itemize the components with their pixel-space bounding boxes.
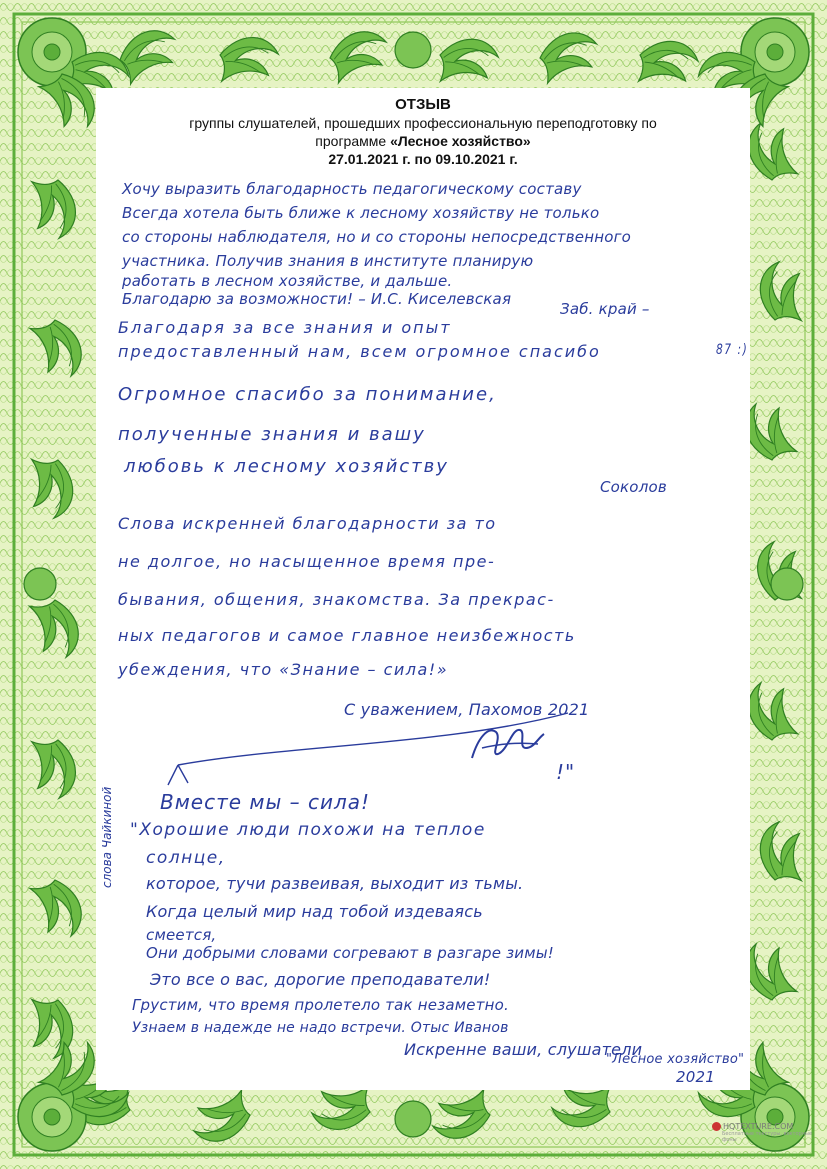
program-name: «Лесное хозяйство» bbox=[390, 133, 531, 149]
hw-line: предоставленный нам, всем огромное спасибо bbox=[118, 342, 601, 361]
hw-line: не долгое, но насыщенное время пре- bbox=[118, 552, 496, 571]
hw-line: солнце, bbox=[146, 848, 226, 868]
hw-closing-year: 2021 bbox=[676, 1068, 715, 1086]
hw-line: Благодаря за все знания и опыт bbox=[118, 318, 452, 337]
hw-line: Благодарю за возможности! – И.С. Киселевская bbox=[122, 290, 512, 308]
hw-signature-pakhomov: С уважением, Пахомов 2021 bbox=[344, 700, 590, 719]
hw-line: бывания, общения, знакомства. За прекрас- bbox=[118, 590, 555, 609]
hw-line: Огромное спасибо за понимание, bbox=[118, 384, 497, 405]
program-prefix: программе bbox=[315, 133, 387, 149]
hw-line: полученные знания и вашу bbox=[118, 424, 426, 445]
hw-quote-mark: !" bbox=[556, 760, 576, 784]
hw-line: Узнаем в надежде не надо встречи. Отыс Иванов bbox=[132, 1020, 509, 1036]
watermark-brand: HQTEXTURE.COM bbox=[723, 1122, 794, 1131]
hw-line: Когда целый мир над тобой издеваясь bbox=[146, 902, 483, 921]
watermark-logo-icon bbox=[712, 1122, 721, 1131]
hw-line: любовь к лесному хозяйству bbox=[124, 456, 449, 477]
hw-line: Они добрыми словами согревают в разгаре зимы! bbox=[146, 944, 555, 962]
hw-line: Это все о вас, дорогие преподаватели! bbox=[150, 970, 491, 989]
hw-line: Хочу выразить благодарность педагогическому составу bbox=[122, 180, 582, 198]
watermark-tagline: Бесплатные текстуры, векторные фоны bbox=[722, 1131, 812, 1143]
watermark bbox=[712, 1122, 827, 1143]
header-dates: 27.01.2021 г. по 09.10.2021 г. bbox=[328, 151, 518, 167]
hw-line: которое, тучи развеивая, выходит из тьмы. bbox=[146, 874, 524, 893]
hw-side-note: слова Чайкиной bbox=[100, 786, 114, 888]
hw-side-mark: 87 :) bbox=[716, 342, 749, 358]
hand-drawn-arrow bbox=[148, 705, 578, 795]
header-line-program bbox=[96, 132, 750, 150]
hw-line: смеется, bbox=[146, 926, 217, 944]
hw-signature-sokolov: Соколов bbox=[600, 478, 667, 496]
hw-line: работать в лесном хозяйстве, и дальше. bbox=[122, 272, 453, 290]
hw-line: Грустим, что время пролетело так незаметно. bbox=[132, 996, 510, 1014]
hw-line: ных педагогов и самое главное неизбежность bbox=[118, 626, 576, 645]
header-line-group: группы слушателей, прошедших профессиональную переподготовку по bbox=[189, 115, 657, 131]
document-header bbox=[96, 96, 750, 168]
hw-heading-together: Вместе мы – сила! bbox=[160, 790, 371, 814]
document-title: ОТЗЫВ bbox=[395, 96, 451, 113]
hw-closing-program: "Лесное хозяйство" bbox=[606, 1052, 745, 1067]
hw-line: Всегда хотела быть ближе к лесному хозяйству не только bbox=[122, 204, 600, 222]
hw-line: "Хорошие люди похожи на теплое bbox=[130, 820, 486, 840]
hw-signature-region: Заб. край – bbox=[560, 300, 650, 318]
hw-line: со стороны наблюдателя, но и со стороны непосредственного bbox=[122, 228, 632, 246]
hw-line: убеждения, что «Знание – сила!» bbox=[118, 660, 449, 679]
hw-closing: Искренне ваши, слушатели bbox=[404, 1040, 643, 1059]
hw-line: участника. Получив знания в институте планирую bbox=[122, 252, 534, 270]
hw-line: Слова искренней благодарности за то bbox=[118, 514, 497, 533]
